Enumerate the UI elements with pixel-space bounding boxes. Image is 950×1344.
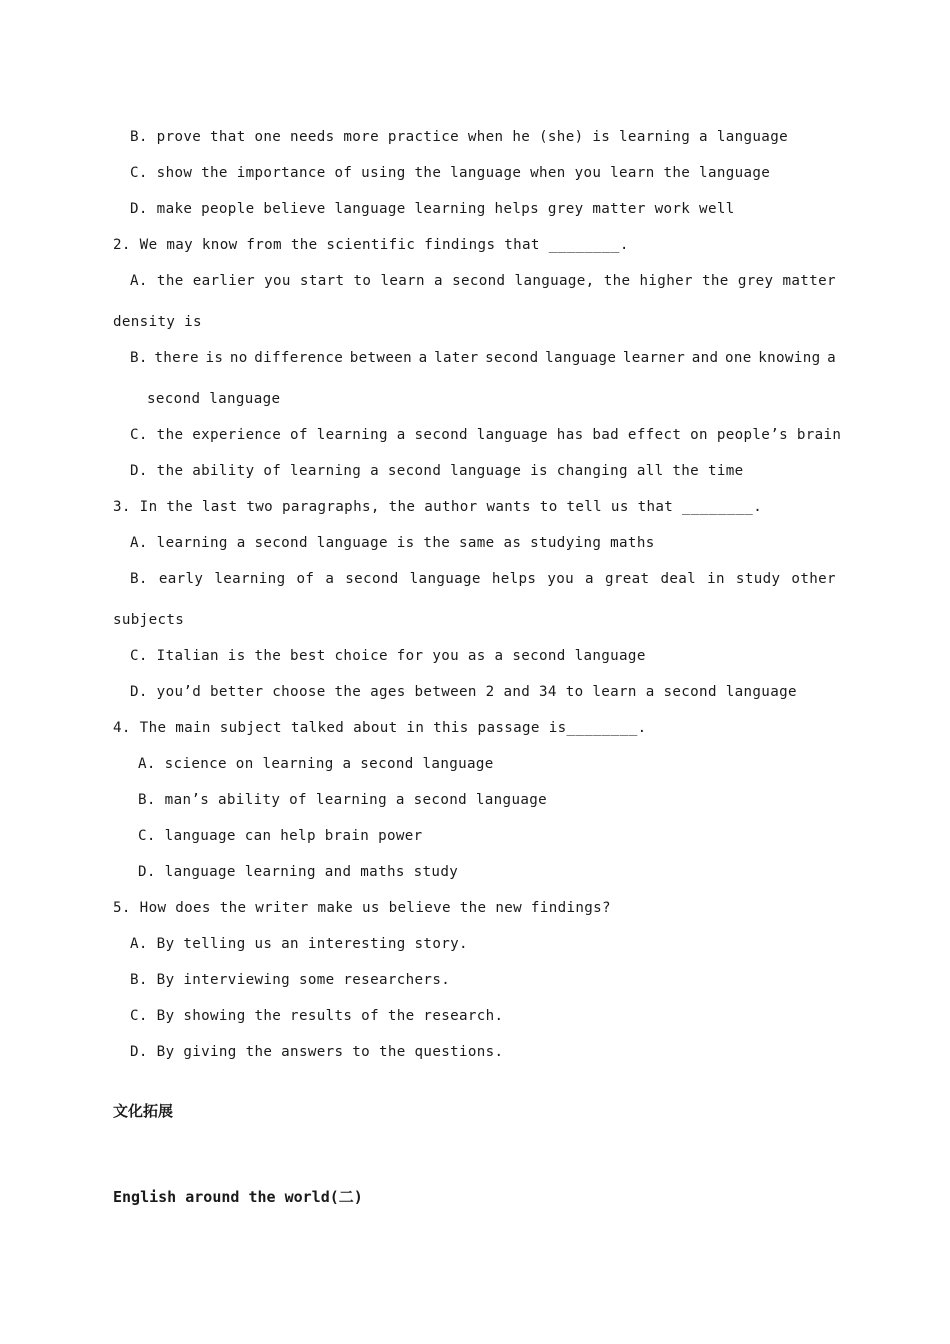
word: a	[585, 571, 594, 587]
word: second	[485, 350, 539, 366]
q5-option-a: A. By telling us an interesting story.	[130, 936, 468, 952]
q4-option-d: D. language learning and maths study	[138, 864, 459, 880]
q5-option-c: C. By showing the results of the research.	[130, 1008, 504, 1024]
word: grey	[737, 273, 774, 289]
word: matter	[782, 273, 836, 289]
q5-option-d: D. By giving the answers to the questions.	[130, 1044, 504, 1060]
q4-option-c: C. language can help brain power	[138, 828, 423, 844]
word: the	[156, 273, 184, 289]
word: one	[724, 350, 752, 366]
word: you	[547, 571, 575, 587]
q2-option-b	[130, 349, 836, 367]
q2-option-b-continued: second language	[147, 391, 281, 407]
word: higher	[639, 273, 693, 289]
q2-option-c: C. the experience of learning a second language has bad effect on people’s brain	[130, 427, 842, 443]
word: great	[604, 571, 650, 587]
word: second	[452, 273, 506, 289]
word: B.	[130, 350, 148, 366]
word: there	[154, 350, 199, 366]
word: to	[353, 273, 372, 289]
word: a	[827, 350, 836, 366]
word: between	[349, 350, 412, 366]
q1-option-d: D. make people believe language learning helps grey matter work well	[130, 201, 735, 217]
word: is	[205, 350, 224, 366]
word: B.	[130, 571, 148, 587]
q4-option-b: B. man’s ability of learning a second language	[138, 792, 548, 808]
word: deal	[660, 571, 697, 587]
word: of	[296, 571, 315, 587]
q2-option-a-continued: density is	[113, 314, 202, 330]
word: earlier	[192, 273, 255, 289]
word: language	[409, 571, 481, 587]
word: no	[229, 350, 248, 366]
word: learn	[380, 273, 425, 289]
word: language,	[514, 273, 595, 289]
q5-option-b: B. By interviewing some researchers.	[130, 972, 451, 988]
word: A.	[130, 273, 148, 289]
word: other	[791, 571, 836, 587]
word: learner	[622, 350, 686, 366]
word: a	[418, 350, 428, 366]
word: the	[603, 273, 631, 289]
q1-option-b: B. prove that one needs more practice when he (she) is learning a language	[130, 129, 788, 145]
q1-option-c: C. show the importance of using the language when you learn the language	[130, 165, 771, 181]
word: you	[264, 273, 291, 289]
word: the	[702, 273, 729, 289]
word: in	[707, 571, 725, 587]
q3-option-b	[130, 570, 836, 588]
word: learning	[214, 571, 286, 587]
q4-option-a: A. science on learning a second language	[138, 756, 494, 772]
word: start	[299, 273, 345, 289]
q3-option-d: D. you’d better choose the ages between 2 and 34 to learn a second language	[130, 684, 797, 700]
word: later	[434, 350, 479, 366]
word: knowing	[758, 350, 821, 366]
q5-stem: 5. How does the writer make us believe the new findings?	[113, 900, 611, 916]
word: helps	[491, 571, 537, 587]
q3-option-c: C. Italian is the best choice for you as a second language	[130, 648, 646, 664]
article-title: English around the world(二)	[113, 1188, 363, 1206]
q2-stem: 2. We may know from the scientific findings that ________.	[113, 237, 629, 253]
word: early	[158, 571, 204, 587]
word: a	[325, 571, 335, 587]
word: a	[434, 273, 443, 289]
section-heading: 文化拓展	[113, 1102, 174, 1120]
q3-option-b-continued: subjects	[113, 612, 185, 628]
word: language	[545, 350, 617, 366]
q2-option-d: D. the ability of learning a second language is changing all the time	[130, 463, 744, 479]
word: and	[691, 350, 719, 366]
word: second	[345, 571, 399, 587]
q2-option-a	[130, 272, 836, 290]
word: study	[735, 571, 781, 587]
q4-stem: 4. The main subject talked about in this passage is________.	[113, 720, 647, 736]
q3-option-a: A. learning a second language is the same as studying maths	[130, 535, 655, 551]
word: difference	[254, 350, 344, 366]
q3-stem: 3. In the last two paragraphs, the author wants to tell us that ________.	[113, 499, 763, 515]
